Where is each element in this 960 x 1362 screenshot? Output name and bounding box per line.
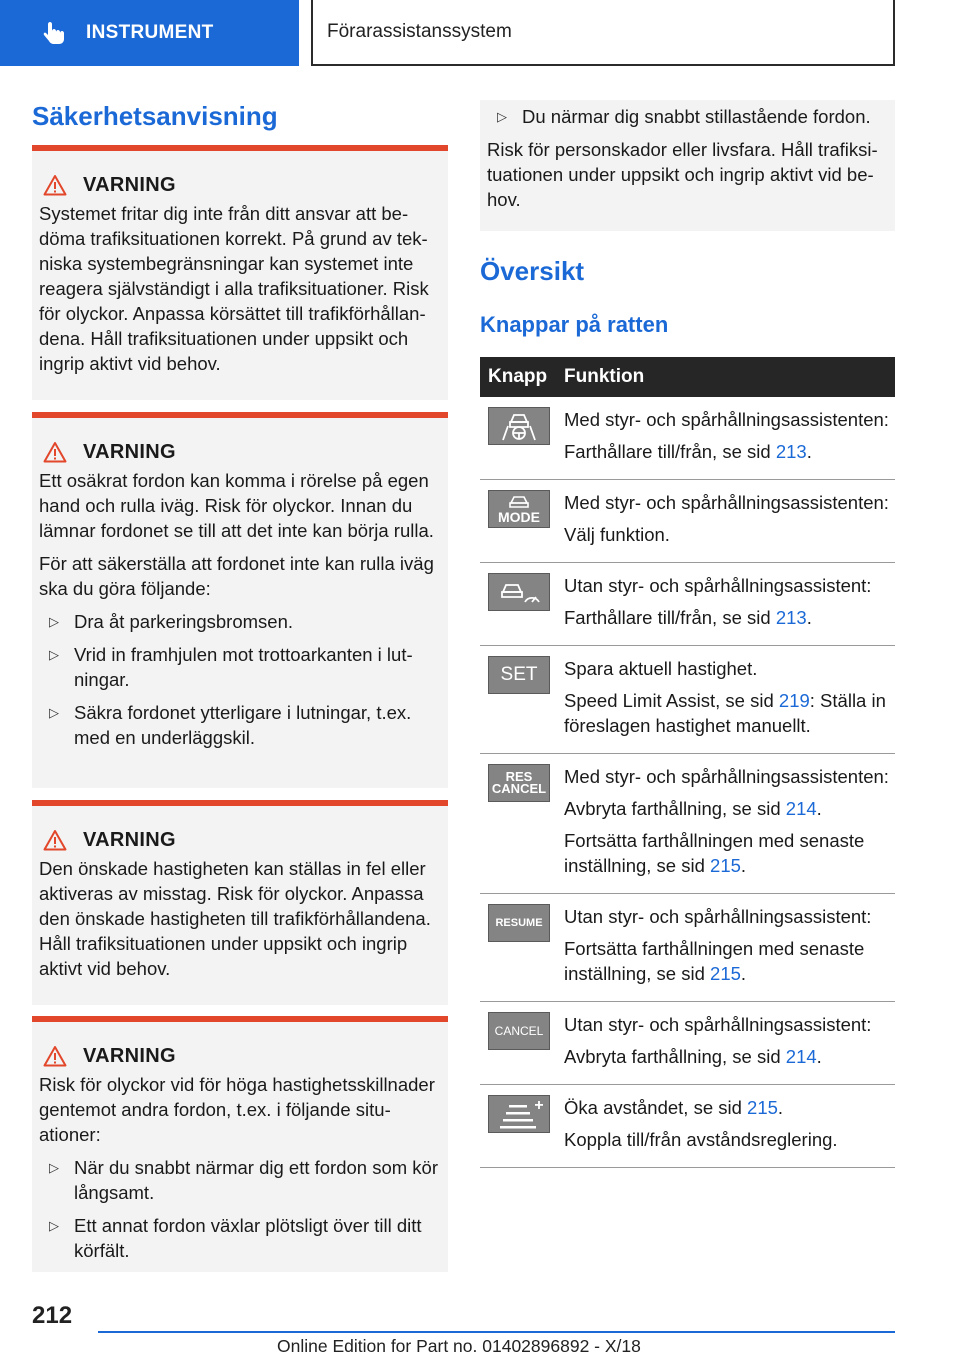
warning-text: Risk för personskador eller livsfara. Håll trafiksituationen under uppsikt och ingrip aktivt vid behov. xyxy=(487,139,878,210)
mode-icon xyxy=(488,490,550,528)
warning-triangle-icon xyxy=(43,441,67,463)
warning-box-3 xyxy=(32,800,448,1005)
table-row xyxy=(480,646,895,754)
resume-icon: RESUME xyxy=(488,904,550,942)
function-text: Utan styr- och spårhållningsassistent: xyxy=(564,575,872,596)
bullet-triangle-icon: ▷ xyxy=(497,109,507,124)
footer-divider xyxy=(98,1331,895,1333)
list-item: ▷ Du närmar dig snabbt stillastående fordon. xyxy=(497,106,871,127)
function-text: Med styr- och spårhållningsassistenten: xyxy=(564,766,889,787)
bullet-triangle-icon: ▷ xyxy=(49,1218,59,1233)
warning-text: För att säkerställa att fordonet inte kan rulla iväg ska du göra följande: xyxy=(39,553,434,599)
warning-title: VARNING xyxy=(83,173,176,196)
function-text: Med styr- och spårhållningsassistenten: xyxy=(564,492,889,513)
page-number: 212 xyxy=(32,1302,73,1329)
warning-title: VARNING xyxy=(83,440,176,463)
cancel-icon: CANCEL xyxy=(488,1012,550,1050)
warning-triangle-icon xyxy=(43,1045,67,1067)
page-link[interactable]: 214 xyxy=(785,798,817,819)
function-text: Speed Limit Assist, se sid 219: Ställa in föreslagen hastighet manuellt. xyxy=(564,690,886,736)
distance-plus-icon xyxy=(488,1095,550,1133)
warning-text: Systemet fritar dig inte från ditt ansvar att bedöma trafiksituationen korrekt. På grund av tekniska systembegränsningar kan systemet inte reagera självständigt i alla trafiksituationer. Risk för olyckor. Anpassa körsättet till trafikförhållandena. Håll trafiksituationen under uppsikt och ingrip aktivt vid behov. xyxy=(39,203,429,374)
section-header xyxy=(311,0,895,66)
function-text: Koppla till/från avståndsreglering. xyxy=(564,1129,838,1150)
warning-title: VARNING xyxy=(83,1044,176,1067)
table-row xyxy=(480,563,895,646)
warning-text: Risk för olyckor vid för höga hastighetsskillnader gentemot andra fordon, t.ex. i följande situationer: xyxy=(39,1074,435,1145)
edition-text: Online Edition for Part no. 01402896892 - X/18 xyxy=(277,1336,641,1356)
function-text: Öka avståndet, se sid 215. xyxy=(564,1097,784,1118)
function-text: Med styr- och spårhållningsassistenten: xyxy=(564,409,889,430)
steering-assist-icon xyxy=(488,407,550,445)
table-header xyxy=(480,357,895,397)
section-title: Förarassistanssystem xyxy=(327,21,512,42)
page-link[interactable]: 215 xyxy=(710,855,741,876)
function-text: Fortsätta farthållningen med senaste inställning, se sid 215. xyxy=(564,938,865,984)
list-item: ▷ När du snabbt närmar dig ett fordon som kör långsamt. xyxy=(49,1157,439,1203)
chapter-label: INSTRUMENT xyxy=(86,22,214,43)
table-row xyxy=(480,1085,895,1168)
warning-box-4 xyxy=(32,1016,448,1272)
function-text: Välj funktion. xyxy=(564,524,670,545)
bullet-triangle-icon: ▷ xyxy=(49,647,59,662)
warning-title: VARNING xyxy=(83,828,176,851)
overview-title: Översikt xyxy=(480,256,585,286)
page-link[interactable]: 219 xyxy=(778,690,810,711)
bullet-triangle-icon: ▷ xyxy=(49,614,59,629)
column-header-button: Knapp xyxy=(488,366,548,387)
warning-box-1 xyxy=(32,145,448,400)
page-link[interactable]: 215 xyxy=(710,963,741,984)
page-link[interactable]: 214 xyxy=(785,1046,817,1067)
function-text: Avbryta farthållning, se sid 214. xyxy=(564,798,822,819)
list-item: ▷ Vrid in framhjulen mot trottoarkanten i lutningar. xyxy=(49,644,413,690)
warning-header xyxy=(39,826,440,854)
warning-text: Den önskade hastigheten kan ställas in fel eller aktiveras av misstag. Risk för olyckor. Anpassa den önskade hastigheten till trafikförhållandena. Håll trafiksituationen under uppsikt och ingrip aktivt vid behov. xyxy=(39,858,431,979)
bullet-triangle-icon: ▷ xyxy=(49,1160,59,1175)
list-item: ▷ Ett annat fordon växlar plötsligt över till ditt körfält. xyxy=(49,1215,422,1261)
svg-text:MODE: MODE xyxy=(498,509,540,525)
buttons-table xyxy=(480,357,895,1168)
function-text: Utan styr- och spårhållningsassistent: xyxy=(564,906,872,927)
warning-triangle-icon xyxy=(43,829,67,851)
function-text: Spara aktuell hastighet. xyxy=(564,658,758,679)
page-link[interactable]: 215 xyxy=(747,1097,778,1118)
function-text: Farthållare till/från, se sid 213. xyxy=(564,607,812,628)
function-text: Fortsätta farthållningen med senaste inställning, se sid 215. xyxy=(564,830,865,876)
warning-continuation xyxy=(480,100,895,231)
table-row xyxy=(480,397,895,480)
warning-header xyxy=(39,1042,440,1070)
column-header-function: Funktion xyxy=(564,366,645,387)
page-link[interactable]: 213 xyxy=(775,441,807,462)
warning-header xyxy=(39,171,440,199)
table-row xyxy=(480,480,895,563)
buttons-title: Knappar på ratten xyxy=(480,312,669,337)
table-row xyxy=(480,894,895,1002)
res-cancel-icon: RES CANCEL xyxy=(488,764,550,802)
safety-title: Säkerhetsanvisning xyxy=(32,101,278,131)
function-text: Farthållare till/från, se sid 213. xyxy=(564,441,812,462)
list-item: ▷ Säkra fordonet ytterligare i lutningar, t.ex. med en underläggskil. xyxy=(49,702,412,748)
warning-header xyxy=(39,438,440,466)
bullet-triangle-icon: ▷ xyxy=(49,705,59,720)
table-row xyxy=(480,1002,895,1085)
page-link[interactable]: 213 xyxy=(775,607,807,628)
function-text: Avbryta farthållning, se sid 214. xyxy=(564,1046,822,1067)
chapter-tab xyxy=(0,0,299,66)
set-icon: SET xyxy=(488,656,550,694)
function-text: Utan styr- och spårhållningsassistent: xyxy=(564,1014,872,1035)
warning-text: Ett osäkrat fordon kan komma i rörelse på egen hand och rulla iväg. Risk för olyckor. Innan du lämnar fordonet se till att det inte kan börja rulla. xyxy=(39,470,434,541)
table-row xyxy=(480,754,895,894)
warning-triangle-icon xyxy=(43,174,67,196)
list-item: ▷ Dra åt parkeringsbromsen. xyxy=(49,611,294,632)
hand-pointer-icon xyxy=(42,20,68,46)
warning-box-2 xyxy=(32,412,448,788)
cruise-control-icon xyxy=(488,573,550,611)
